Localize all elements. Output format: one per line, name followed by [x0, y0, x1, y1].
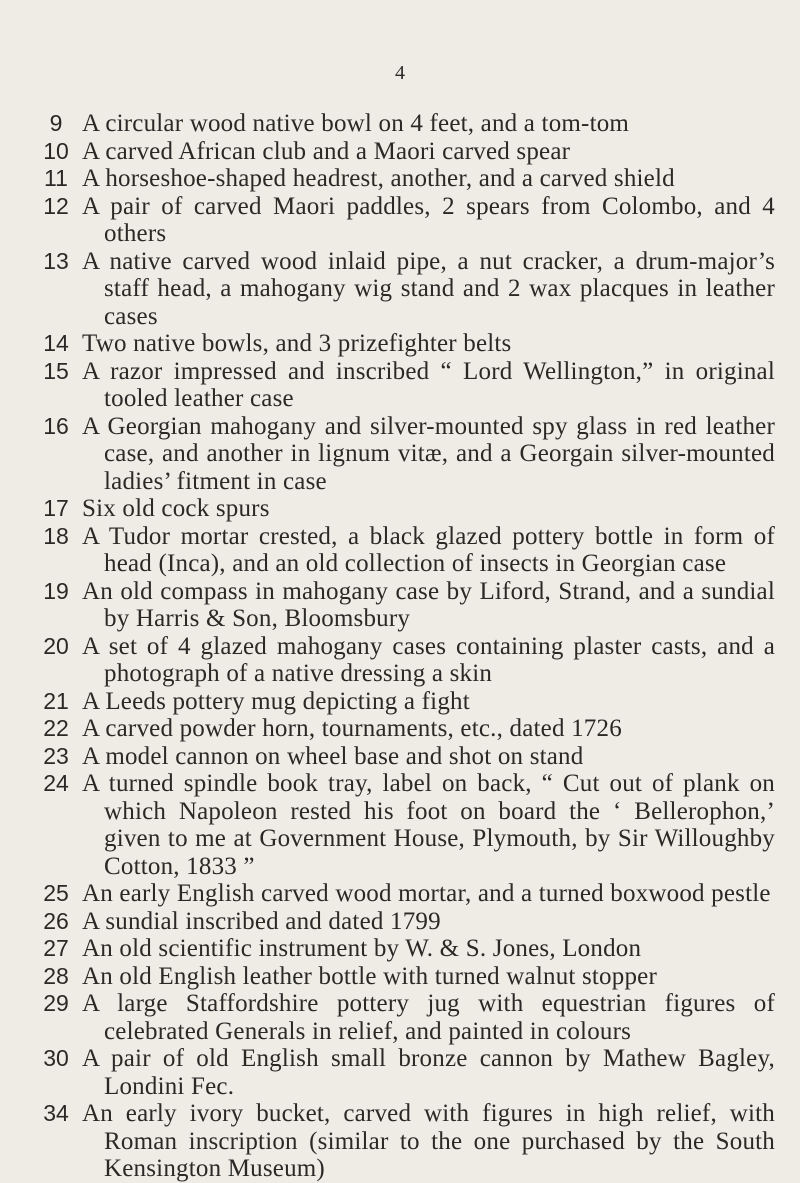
lot-number: 15 [43, 357, 69, 384]
lot-number: 22 [43, 715, 69, 741]
lot-entry [30, 990, 775, 1045]
lot-number: 18 [43, 522, 69, 549]
lot-description: A sundial inscribed and dated 1799 [82, 907, 441, 935]
lot-list [30, 110, 775, 1183]
lot-entry [30, 963, 775, 991]
lot-description: A Georgian mahogany and silver-mounted spy glass in red leather case, and another in lignum vitæ, and a Georgain silver-mounted ladies’ fitment in case [82, 412, 775, 495]
lot-description: A pair of old English small bronze cannon by Mathew Bagley, Londini Fec. [82, 1045, 775, 1100]
lot-description: Six old cock spurs [82, 495, 270, 522]
lot-description: An early English carved wood mortar, and a turned boxwood pestle [82, 880, 771, 907]
lot-number: 30 [43, 1045, 69, 1071]
lot-number: 16 [43, 412, 69, 439]
lot-number: 25 [43, 880, 69, 906]
lot-description: An old compass in mahogany case by Liford, Strand, and a sundial by Harris & Son, Bloomsbury [82, 577, 775, 632]
lot-entry [30, 193, 775, 248]
lot-number: 28 [43, 962, 69, 989]
lot-entry [30, 138, 775, 166]
lot-number: 11 [44, 165, 68, 191]
lot-description: A turned spindle book tray, label on back, “ Cut out of plank on which Napoleon rested his foot on board the ‘ Bellerophon,’ given to me at Government House, Plymouth, by Sir Willoughby Cotton, 1833 ” [82, 770, 775, 880]
lot-number: 10 [43, 137, 69, 164]
lot-entry [30, 330, 775, 358]
lot-number: 20 [43, 632, 69, 659]
lot-entry [30, 358, 775, 413]
lot-description: A model cannon on wheel base and shot on stand [82, 742, 584, 770]
lot-entry [30, 523, 775, 578]
lot-number: 12 [43, 192, 69, 219]
lot-number: 24 [43, 770, 69, 796]
lot-description: Two native bowls, and 3 prizefighter belts [82, 330, 512, 357]
lot-number: 17 [43, 495, 69, 521]
lot-description: A horseshoe-shaped headrest, another, and a carved shield [82, 165, 675, 192]
lot-number: 34 [43, 1100, 69, 1126]
lot-description: An old English leather bottle with turned walnut stopper [82, 962, 657, 990]
lot-description: A pair of carved Maori paddles, 2 spears from Colombo, and 4 others [82, 192, 775, 247]
lot-entry [30, 110, 775, 138]
lot-description: A circular wood native bowl on 4 feet, and a tom-tom [82, 110, 630, 137]
lot-entry [30, 935, 775, 963]
lot-entry [30, 165, 775, 193]
lot-entry [30, 633, 775, 688]
lot-number: 21 [43, 687, 69, 714]
lot-description: A Leeds pottery mug depicting a fight [82, 687, 470, 715]
lot-entry [30, 1100, 775, 1183]
lot-description: An old scientific instrument by W. & S. Jones, London [82, 935, 642, 962]
lot-description: A large Staffordshire pottery jug with equestrian figures of celebrated Generals in relief, and painted in colours [82, 990, 775, 1045]
lot-entry [30, 495, 775, 523]
lot-entry [30, 908, 775, 936]
lot-number: 13 [43, 247, 69, 274]
lot-entry [30, 715, 775, 743]
lot-description: A set of 4 glazed mahogany cases containing plaster casts, and a photograph of a native dressing a skin [82, 632, 775, 687]
lot-entry [30, 688, 775, 716]
lot-number: 26 [43, 907, 69, 934]
lot-entry [30, 880, 775, 908]
lot-entry [30, 248, 775, 331]
lot-number: 14 [43, 330, 69, 356]
lot-entry [30, 743, 775, 771]
lot-entry [30, 770, 775, 880]
lot-description: A native carved wood inlaid pipe, a nut cracker, a drum-major’s staff head, a mahogany wig stand and 2 wax placques in leather cases [82, 247, 775, 330]
lot-description: A carved powder horn, tournaments, etc., dated 1726 [82, 715, 622, 742]
lot-number: 23 [43, 742, 69, 769]
lot-description: A carved African club and a Maori carved spear [82, 137, 571, 165]
lot-description: An early ivory bucket, carved with figures in high relief, with Roman inscription (similar to the one purchased by the South Kensington Museum) [82, 1100, 775, 1182]
lot-entry [30, 413, 775, 496]
lot-entry [30, 578, 775, 633]
lot-number: 27 [43, 935, 69, 961]
lot-number: 19 [43, 577, 69, 604]
lot-number: 29 [43, 990, 69, 1016]
lot-number: 9 [49, 110, 63, 136]
lot-description: A Tudor mortar crested, a black glazed pottery bottle in form of head (Inca), and an old collection of insects in Georgian case [82, 522, 775, 577]
lot-entry [30, 1045, 775, 1100]
page-number: 4 [395, 62, 405, 84]
lot-description: A razor impressed and inscribed “ Lord Wellington,” in original tooled leather case [82, 357, 775, 412]
